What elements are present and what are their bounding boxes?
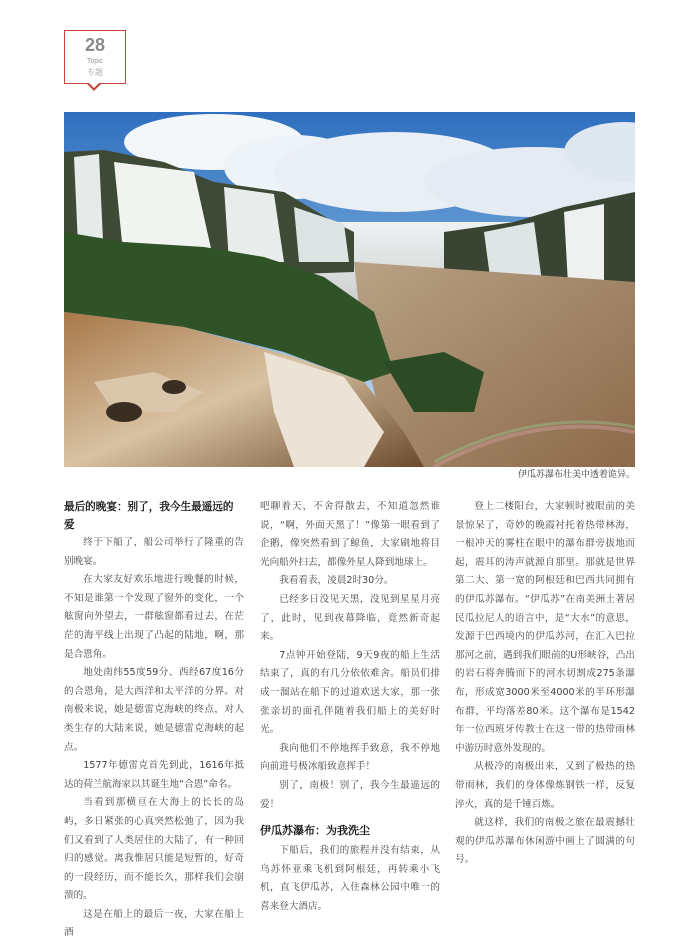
paragraph: 这是在船上的最后一夜，大家在船上酒: [64, 908, 244, 939]
paragraph: 吧聊着天，不舍得散去，不知道忽然谁说，“啊，外面天黑了！”像第一眼看到了企鹅，像突然看到了鲸鱼，大家刷地将目光向船外扫去，都像外星人降到地球上。: [260, 501, 440, 568]
paragraph: 当看到那横亘在大海上的长长的岛屿，多日紧张的心真突然松弛了，因为我们又看到了人类居住的大陆了，有一种回归的感觉。离我惟居只能是短暂的，好奇的一段经历，而不能长久，那样我们会崩溃的。: [64, 797, 244, 902]
paragraph: 我看看表，凌晨2时30分。: [279, 575, 394, 587]
article-column-1: [64, 498, 244, 943]
paragraph: 别了，南极！别了，我今生最遥远的爱！: [260, 779, 440, 810]
article-column-3: [455, 498, 635, 870]
paragraph: 1577年德雷克首先到此，1616年抵达的荷兰航海家以其诞生地“合恩”命名。: [64, 760, 244, 790]
section-heading-farewell: 最后的晚宴：别了，我今生最遥远的爱: [64, 501, 234, 531]
paragraph: 地处南纬55度59分、西经67度16分的合恩角，是大西洋和太平洋的分界。对南极来说，她是德雷克海峡的终点，对人类生存的大陆来说，她是德雷克海峡的起点。: [64, 667, 244, 753]
section-label-en: Topic: [86, 58, 104, 65]
paragraph: 在大家友好欢乐地进行晚餐的时候，不知是谁第一个发现了窗外的变化，一个舷窗向外望去，一群舷窗都看过去，在茫茫的海平线上出现了凸起的陆地，啊，那是合恩角。: [64, 574, 244, 660]
paragraph: 就这样，我们的南极之旅在最震撼壮观的伊瓜苏瀑布休闲游中画上了圆满的句号。: [455, 817, 635, 866]
article-column-2: [260, 498, 440, 916]
badge-pointer-inner: [88, 82, 100, 88]
paragraph: 下船后，我们的旅程并没有结束，从乌苏怀亚乘飞机到阿根廷，再转乘小飞机，直飞伊瓜苏，入住森林公园中唯一的喜来登大酒店。: [260, 845, 440, 912]
page-number: 28: [84, 35, 106, 55]
paragraph: 从极冷的南极出来，又到了极热的热带雨林，我们的身体像炼钢铁一样，反复淬火，真的是千锤百炼。: [455, 761, 635, 810]
section-heading-iguazu: 伊瓜苏瀑布：为我洗尘: [260, 824, 370, 838]
waterfall-photo: [64, 112, 635, 467]
section-label-zh: 专题: [87, 68, 103, 77]
paragraph: 登上二楼阳台，大家顿时被眼前的美景惊呆了，奇妙的晚霞衬托着热带林海，一根冲天的雾柱在眼中的瀑布群旁拔地而起，震耳的涛声就源自那里。那就是世界第二大、第一宽的阿根廷和巴西共同拥有的伊瓜苏瀑布。“伊瓜苏”在南美洲土著居民瓜拉尼人的语言中，是“大水”的意思，发源于巴西境内的伊瓜苏河，在汇入巴拉那河之前，遇到我们眼前的U形峡谷，凸出的岩石将奔腾而下的河水切割成275条瀑布，形成宽3000米至4000米的半环形瀑布群，平均落差80米。这个瀑布是1542年一位西班牙传教士在这一带的热带雨林中游历时意外发现的。: [455, 501, 635, 754]
paragraph: 终于下船了，船公司举行了隆重的告别晚宴。: [64, 537, 244, 567]
photo-caption: 伊瓜苏瀑布壮美中透着诡异。: [517, 470, 635, 480]
paragraph: 7点钟开始登陆，9天9夜的船上生活结束了，真的有几分依依难舍。船员们排成一溜站在船下的过道欢送大家，那一张张亲切的面孔伴随着我们船上的美好时光。: [260, 649, 440, 736]
page-number-badge: [64, 30, 126, 84]
paragraph: 已经多日没见天黑，没见到星星月亮了，此时，见到夜幕降临，竟然新奇起来。: [260, 593, 440, 643]
paragraph: 我向他们不停地挥手致意，我不停地向前进号极冰船致意挥手！: [260, 742, 440, 773]
